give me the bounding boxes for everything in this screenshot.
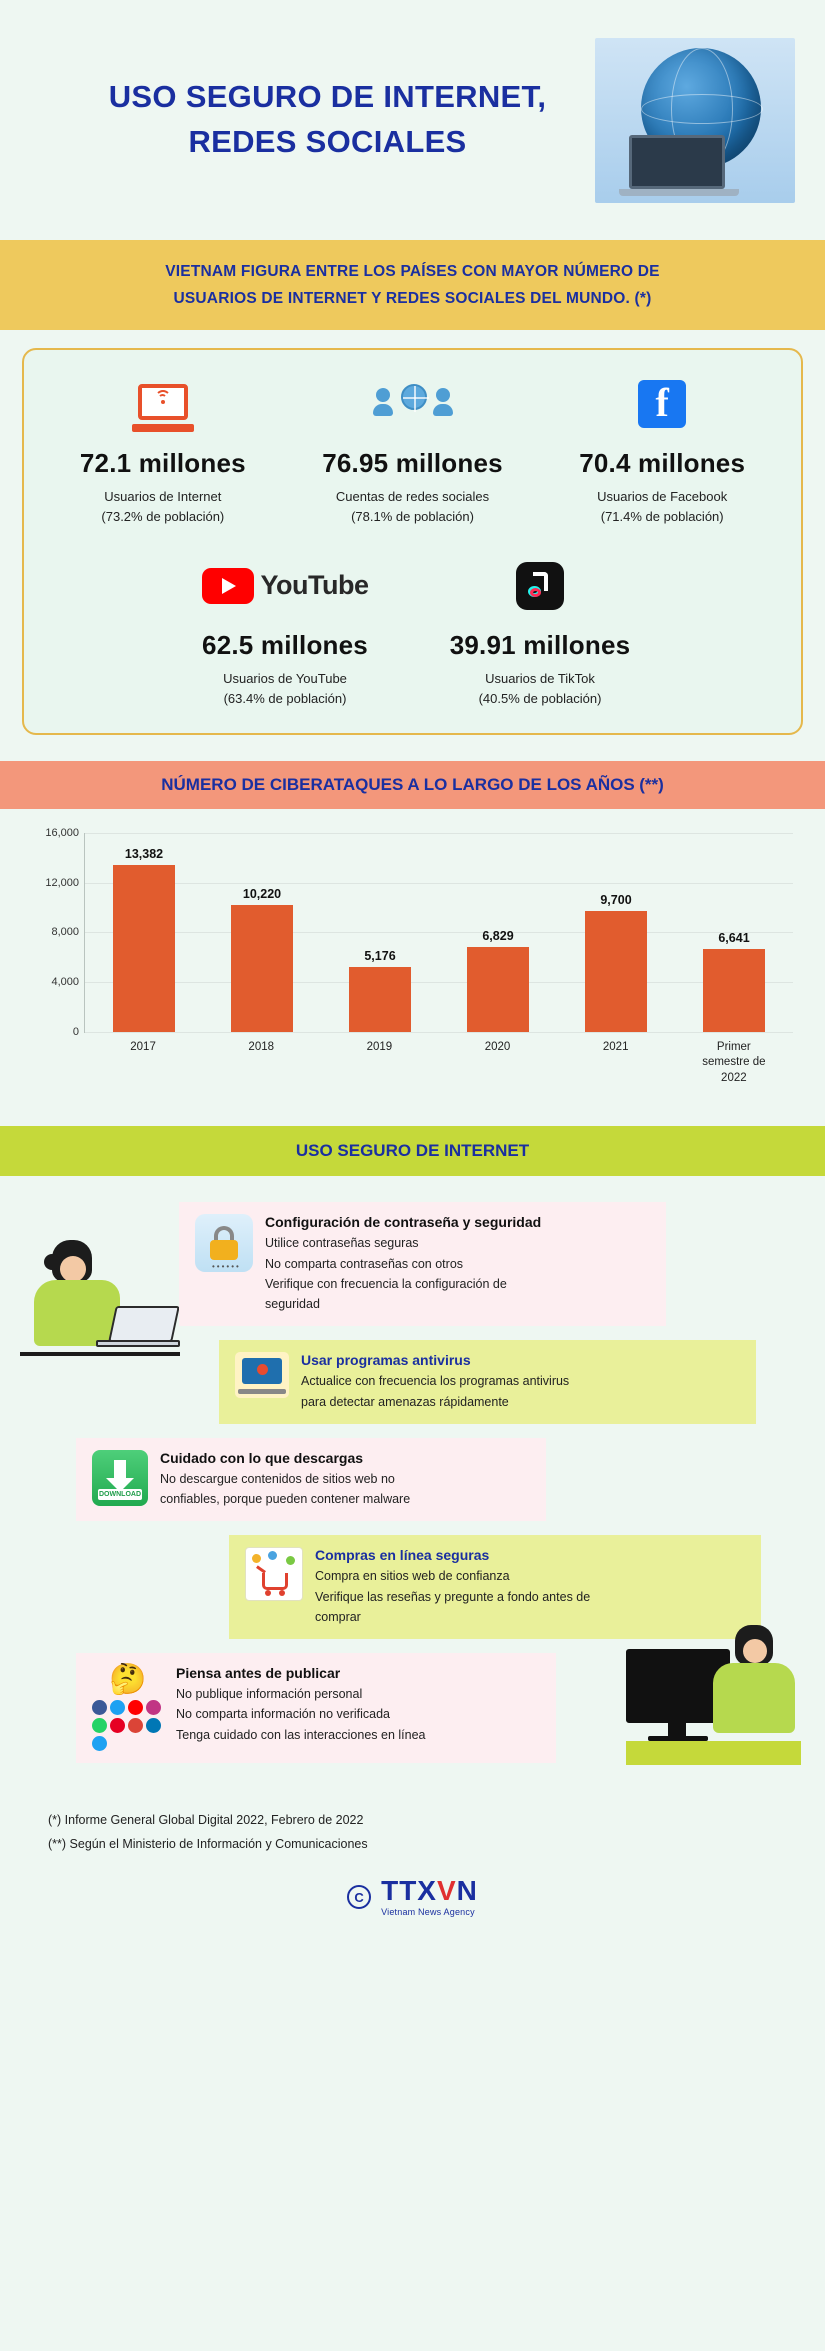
bar-chart — [45, 826, 793, 1038]
tip-text — [315, 1547, 590, 1627]
chart-y-tick: 8,000 — [51, 926, 79, 939]
tip-heading: Usar programas antivirus — [301, 1352, 471, 1369]
laptop-base — [619, 189, 739, 196]
agency-subtitle: Vietnam News Agency — [381, 1906, 475, 1917]
chart-x-tick: 2018 — [248, 1040, 275, 1053]
download-icon-label: DOWNLOAD — [99, 1490, 141, 1498]
person-with-monitor-illustration — [626, 1619, 801, 1779]
stat-value: 39.91 millones — [449, 629, 631, 660]
shopping-cart-icon — [245, 1547, 303, 1601]
tip-text — [265, 1214, 541, 1314]
chart-y-tick: 16,000 — [45, 826, 79, 839]
chart-bar-column — [211, 833, 314, 1032]
tip-heading: Cuidado con lo que descargas — [160, 1449, 364, 1466]
page-title-line2: REDES SOCIALES — [188, 124, 467, 159]
tip-line: Verifique las reseñas y pregunte a fondo antes de — [315, 1589, 591, 1604]
stat-label-1: Usuarios de TikTok — [485, 670, 595, 686]
internet-monitor-icon — [132, 376, 194, 432]
chart-bar[interactable] — [467, 947, 529, 1032]
footnote-1: (*) Informe General Global Digital 2022, Febrero de 2022 — [48, 1813, 364, 1828]
tip-line: seguridad — [265, 1297, 320, 1312]
stat-label-1: Usuarios de Facebook — [597, 489, 728, 505]
tip-line: No descargue contenidos de sitios web no — [160, 1471, 395, 1486]
chart-bar-column — [93, 833, 196, 1032]
chart-bar-value: 10,220 — [242, 886, 282, 901]
stat-label-1: Usuarios de YouTube — [223, 670, 347, 686]
tip-text — [176, 1665, 425, 1745]
chart-bars — [85, 833, 793, 1032]
chart-x-tick: 2020 — [484, 1040, 511, 1053]
antivirus-laptop-icon — [235, 1352, 289, 1398]
page-title — [30, 75, 595, 165]
tip-icon-wrap — [92, 1450, 148, 1506]
social-dot-icon — [146, 1700, 161, 1715]
stat-icon-wrap — [164, 552, 407, 620]
laptop-screen — [629, 135, 725, 189]
chart-bar[interactable] — [585, 911, 647, 1032]
chart-title: NÚMERO DE CIBERATAQUES A LO LARGO DE LOS AÑOS — [161, 774, 635, 794]
stats-row-2 — [38, 552, 787, 709]
social-dot-icon — [92, 1700, 107, 1715]
social-media-dots — [92, 1700, 164, 1751]
tip-password-security — [179, 1202, 666, 1326]
social-dot-icon — [92, 1718, 107, 1733]
chart-bar-value: 5,176 — [364, 949, 396, 964]
tip-icon-wrap — [245, 1547, 303, 1601]
lock-dots: •••••• — [212, 1262, 241, 1272]
stats-card — [22, 348, 803, 735]
stat-label-1: Usuarios de Internet — [104, 489, 222, 505]
stats-row-1 — [38, 370, 787, 527]
stat-icon-wrap — [543, 370, 781, 438]
copyright-icon: C — [347, 1885, 371, 1909]
monitor-base — [132, 424, 194, 432]
banner-line-1: VIETNAM FIGURA ENTRE LOS PAÍSES CON MAYOR NÚMERO DE — [165, 263, 660, 280]
tip-line: para detectar amenazas rápidamente — [301, 1394, 509, 1409]
person-left-icon — [373, 388, 393, 418]
person-right-icon — [433, 388, 453, 418]
stats-section — [0, 330, 825, 739]
tip-line: No publique información personal — [176, 1687, 363, 1702]
chart-x-tick: Primer semestre de 2022 — [702, 1040, 766, 1084]
page-title-line1: USO SEGURO DE INTERNET, — [108, 79, 547, 115]
tip-line: Verifique con frecuencia la configuración de — [265, 1276, 507, 1291]
social-dot-icon — [110, 1700, 125, 1715]
tip-text — [301, 1352, 569, 1412]
stat-value: 76.95 millones — [322, 448, 503, 479]
footnotes — [0, 1787, 825, 1863]
logo-part-3: N — [456, 1874, 478, 1906]
stat-label-2: (71.4% de población) — [600, 509, 724, 525]
highlight-banner — [0, 240, 825, 330]
wifi-icon — [154, 390, 172, 408]
social-network-people-icon — [373, 378, 453, 430]
tips-title-bar — [0, 1126, 825, 1176]
tip-line: Compra en sitios web de confianza — [315, 1569, 510, 1584]
chart-bar-value: 13,382 — [124, 847, 164, 862]
stat-icon-wrap — [419, 552, 662, 620]
chart-bar-column — [683, 833, 786, 1032]
chart-x-tick: 2021 — [602, 1040, 629, 1053]
chart-body — [0, 809, 825, 1101]
thinking-face-glyph: 🤔 — [109, 1663, 147, 1697]
tip-antivirus — [219, 1340, 756, 1424]
banner-line-2: USUARIOS DE INTERNET Y REDES SOCIALES DEL MUNDO. (*) — [173, 290, 652, 308]
chart-x-tick: 2019 — [366, 1040, 393, 1053]
tip-line: comprar — [315, 1609, 361, 1624]
youtube-icon — [202, 568, 369, 604]
stat-label-2: (73.2% de población) — [101, 509, 225, 525]
tips-section — [0, 1176, 825, 1787]
tip-line: Utilice contraseñas seguras — [265, 1236, 419, 1251]
tip-heading: Configuración de contraseña y seguridad — [265, 1214, 542, 1231]
stat-label-2: (63.4% de población) — [223, 690, 347, 706]
chart-bar-value: 6,829 — [482, 928, 514, 943]
stat-youtube-users — [158, 552, 413, 709]
tip-heading: Piensa antes de publicar — [176, 1665, 341, 1682]
globe-laptop-icon — [595, 38, 795, 203]
chart-bar-column — [329, 833, 432, 1032]
chart-title-note: (**) — [639, 774, 664, 794]
tip-heading: Compras en línea seguras — [315, 1547, 490, 1564]
stat-facebook-users — [537, 370, 787, 527]
header — [0, 0, 825, 240]
stat-social-accounts — [288, 370, 538, 527]
chart-title-bar — [0, 761, 825, 809]
agency-wordmark — [381, 1874, 478, 1906]
chart-y-tick: 4,000 — [51, 976, 79, 989]
stat-internet-users — [38, 370, 288, 527]
footnote-2: (**) Según el Ministerio de Información y Comunicaciones — [48, 1836, 368, 1851]
social-dot-icon — [128, 1700, 143, 1715]
globe-small-icon — [401, 384, 427, 410]
facebook-icon: f — [638, 380, 686, 428]
tip-text — [160, 1450, 410, 1510]
logo-part-2: V — [436, 1874, 457, 1906]
tip-line: No comparta información no verificada — [176, 1707, 390, 1722]
tip-downloads — [76, 1438, 546, 1522]
chart-y-tick: 12,000 — [45, 876, 79, 889]
stat-label-2: (40.5% de población) — [478, 690, 602, 706]
chart-bar[interactable] — [113, 865, 175, 1031]
social-dot-icon — [146, 1718, 161, 1733]
stat-value: 62.5 millones — [202, 629, 368, 660]
tip-line: Tenga cuidado con las interacciones en línea — [176, 1727, 426, 1742]
chart-bar[interactable] — [349, 967, 411, 1031]
logo-part-1: TTX — [381, 1874, 437, 1906]
chart-bar-value: 9,700 — [600, 893, 632, 908]
chart-gridline — [85, 1032, 793, 1033]
password-lock-icon — [195, 1214, 253, 1272]
laptop-icon — [619, 135, 739, 195]
person-with-laptop-illustration — [20, 1236, 180, 1401]
chart-x-tick: 2017 — [130, 1040, 156, 1053]
chart-bar-column — [447, 833, 550, 1032]
tips-title: USO SEGURO DE INTERNET — [295, 1141, 530, 1161]
stat-value: 72.1 millones — [79, 448, 246, 479]
tiktok-icon — [516, 562, 564, 610]
tip-line: No comparta contraseñas con otros — [265, 1256, 464, 1271]
stat-value: 70.4 millones — [579, 448, 746, 479]
stat-icon-wrap — [44, 370, 282, 438]
chart-x-axis-labels — [84, 1033, 793, 1087]
tip-think-before-posting — [76, 1653, 556, 1763]
chart-y-tick: 0 — [72, 1025, 79, 1038]
stat-icon-wrap — [294, 370, 532, 438]
tip-icon-wrap — [235, 1352, 289, 1398]
youtube-play-shape — [202, 568, 254, 604]
social-dot-icon — [128, 1718, 143, 1733]
agency-logo — [381, 1874, 478, 1917]
tiktok-note — [533, 572, 548, 591]
chart-bar[interactable] — [703, 949, 765, 1032]
chart-bar-value: 6,641 — [718, 931, 750, 946]
tip-icon-wrap — [195, 1214, 253, 1272]
chart-bar[interactable] — [231, 905, 293, 1032]
social-dot-icon — [110, 1718, 125, 1733]
chart-bar-column — [565, 833, 668, 1032]
stat-label-1: Cuentas de redes sociales — [335, 489, 490, 505]
logo-bar — [0, 1863, 825, 1943]
social-dot-icon — [92, 1736, 107, 1751]
youtube-wordmark: YouTube — [260, 570, 369, 601]
chart-section — [0, 761, 825, 1101]
stat-tiktok-users — [413, 552, 668, 709]
tip-line: Actualice con frecuencia los programas antivirus — [301, 1374, 570, 1389]
stat-label-2: (78.1% de población) — [351, 509, 474, 525]
tip-line: confiables, porque pueden contener malware — [160, 1492, 411, 1507]
thinking-face-icon — [92, 1665, 164, 1751]
download-icon — [92, 1450, 148, 1506]
